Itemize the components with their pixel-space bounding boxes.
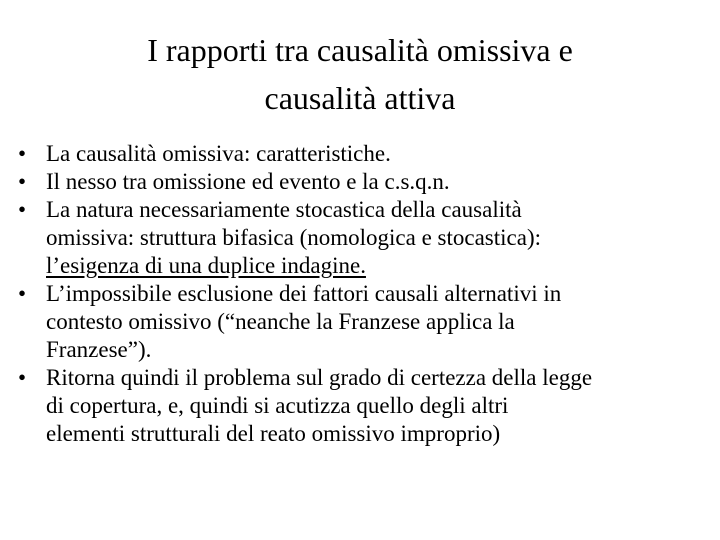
bullet-text: omissiva: struttura bifasica (nomologica e stocastica): bbox=[46, 225, 541, 250]
bullet-item bbox=[18, 280, 714, 364]
bullet-dot-icon: • bbox=[18, 169, 27, 194]
bullet-text: Franzese”). bbox=[46, 337, 152, 362]
bullet-text: Ritorna quindi il problema sul grado di certezza della legge bbox=[46, 365, 593, 390]
slide-title bbox=[0, 26, 720, 122]
bullet-text: La natura necessariamente stocastica della causalità bbox=[46, 197, 522, 222]
bullet-dot-icon: • bbox=[18, 141, 27, 166]
bullet-dot-icon: • bbox=[18, 281, 27, 306]
bullet-item bbox=[18, 196, 714, 280]
bullet-text: elementi strutturali del reato omissivo improprio) bbox=[46, 421, 501, 446]
bullet-dot-icon: • bbox=[18, 197, 27, 222]
bullet-text: L’impossibile esclusione dei fattori causali alternativi in bbox=[46, 281, 562, 306]
bullet-dot-icon: • bbox=[18, 365, 27, 390]
bullet-text: Il nesso tra omissione ed evento e la c.s.q.n. bbox=[46, 169, 450, 194]
bullet-text-underlined: l’esigenza di una duplice indagine. bbox=[46, 253, 366, 278]
bullet-item bbox=[18, 168, 714, 196]
bullet-item bbox=[18, 364, 714, 448]
slide-title-line: causalità attiva bbox=[264, 80, 456, 116]
slide-title-line: I rapporti tra causalità omissiva e bbox=[147, 32, 573, 68]
bullet-item bbox=[18, 140, 714, 168]
bullet-text: di copertura, e, quindi si acutizza quello degli altri bbox=[46, 393, 509, 418]
bullet-list bbox=[18, 140, 714, 448]
bullet-text: contesto omissivo (“neanche la Franzese applica la bbox=[46, 309, 515, 334]
bullet-text: La causalità omissiva: caratteristiche. bbox=[46, 141, 391, 166]
